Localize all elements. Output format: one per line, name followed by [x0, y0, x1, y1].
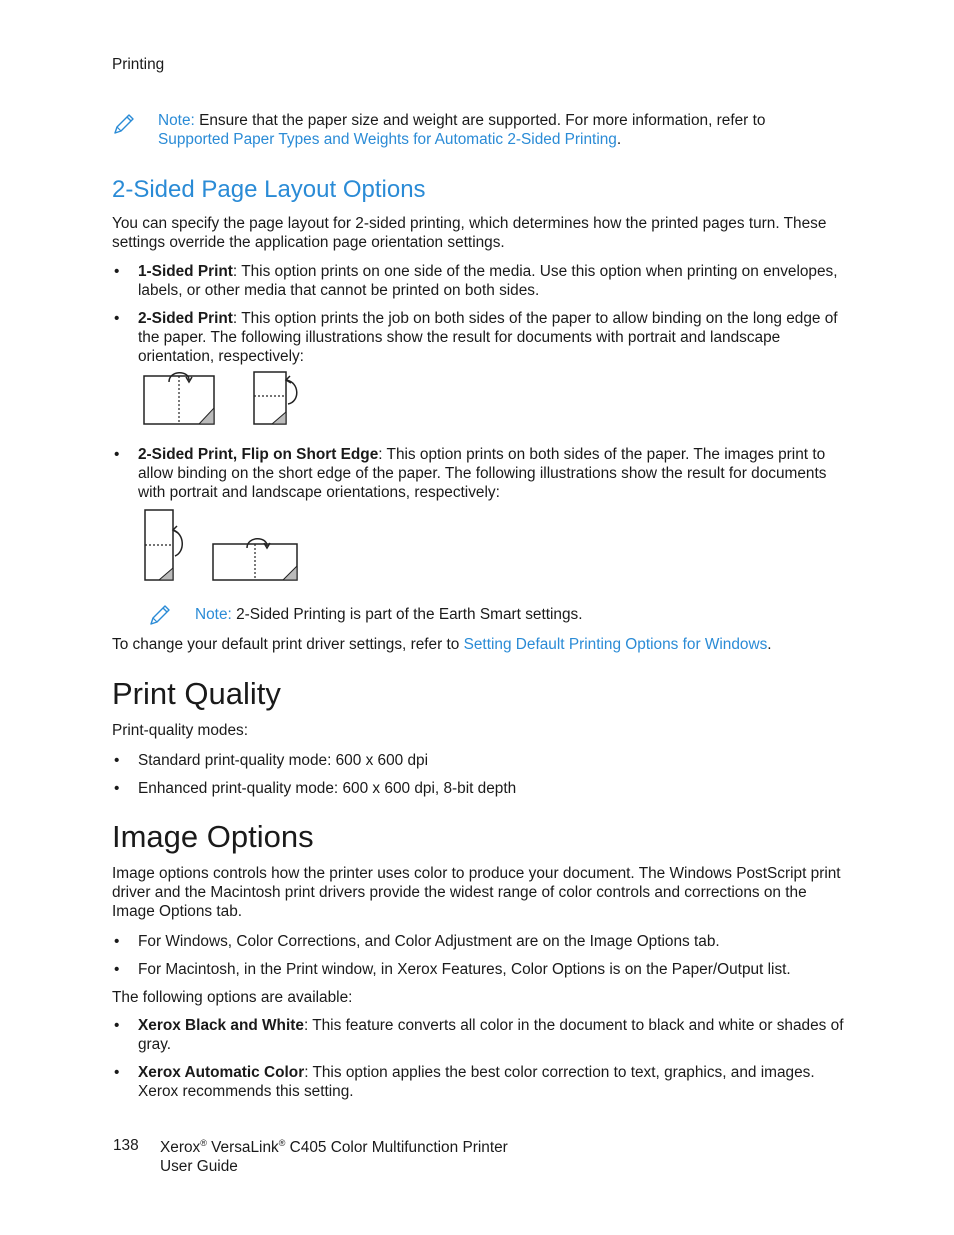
note-label: Note:: [158, 112, 195, 129]
long-edge-landscape-illustration: [250, 368, 302, 426]
note-text: Ensure that the paper size and weight are supported. For more information, refer to: [194, 112, 766, 129]
short-edge-landscape-illustration: [211, 536, 301, 582]
paragraph-print-quality-intro: Print-quality modes:: [112, 722, 249, 739]
list-item-1-sided-print: • 1-Sided Print: This option prints on one side of the media. Use this option when printing on envelopes, labels, or other media that cannot be printed on both sides.: [112, 262, 847, 300]
long-edge-portrait-illustration: [143, 368, 217, 426]
note-earth-smart: Note: 2-Sided Printing is part of the Earth Smart settings.: [195, 606, 583, 623]
running-header: Printing: [112, 56, 165, 73]
paragraph-options-available: The following options are available:: [112, 989, 353, 1006]
paragraph-change-defaults: To change your default print driver settings, refer to Setting Default Printing Options for Windows.: [112, 636, 772, 653]
link-supported-paper-types[interactable]: Supported Paper Types and Weights for Automatic 2-Sided Printing: [158, 131, 617, 148]
list-item-xerox-black-white: • Xerox Black and White: This feature converts all color in the document to black and white or shades of gray.: [112, 1016, 847, 1054]
heading-print-quality: Print Quality: [112, 676, 281, 711]
footer-guide: User Guide: [160, 1158, 238, 1175]
page-number: 138: [113, 1137, 139, 1154]
link-setting-default-printing-options[interactable]: Setting Default Printing Options for Windows: [463, 636, 768, 653]
list-item-windows-color: • For Windows, Color Corrections, and Color Adjustment are on the Image Options tab.: [112, 932, 847, 951]
list-item-2-sided-print: • 2-Sided Print: This option prints the job on both sides of the paper to allow binding on the long edge of the paper. The following illustrations show the result for documents with portrait and landscape orientation, respectively:: [112, 309, 847, 366]
list-item-enhanced-quality: • Enhanced print-quality mode: 600 x 600 dpi, 8-bit depth: [112, 779, 847, 798]
paragraph-2-sided-intro: You can specify the page layout for 2-sided printing, which determines how the printed pages turn. These settings override the application page orientation settings.: [112, 215, 827, 251]
list-item-2-sided-short-edge: • 2-Sided Print, Flip on Short Edge: This option prints on both sides of the paper. The images print to allow binding on the short edge of the paper. The following illustrations show the result for documents with portrait and landscape orientations, respectively:: [112, 445, 847, 502]
paragraph-image-options-intro: Image options controls how the printer uses color to produce your document. The Windows PostScript print driver and the Macintosh print drivers provide the widest range of color controls and corrections on the Image Options tab.: [112, 865, 841, 920]
list-item-standard-quality: • Standard print-quality mode: 600 x 600 dpi: [112, 751, 847, 770]
pencil-icon: [112, 112, 136, 136]
footer-product: Xerox® VersaLink® C405 Color Multifunction Printer User Guide: [160, 1137, 508, 1175]
list-item-xerox-automatic-color: • Xerox Automatic Color: This option applies the best color correction to text, graphics, and images. Xerox recommends this setting.: [112, 1063, 847, 1101]
list-item-macintosh-color: • For Macintosh, in the Print window, in Xerox Features, Color Options is on the Paper/Output list.: [112, 960, 847, 979]
heading-2-sided-layout: 2-Sided Page Layout Options: [112, 176, 426, 203]
short-edge-portrait-illustration: [143, 506, 187, 582]
heading-image-options: Image Options: [112, 819, 314, 854]
note-supported-paper: Note: Ensure that the paper size and weight are supported. For more information, refer to Supported Paper Types and Weights for Automatic 2-Sided Printing.: [158, 112, 766, 148]
pencil-icon: [148, 603, 172, 627]
